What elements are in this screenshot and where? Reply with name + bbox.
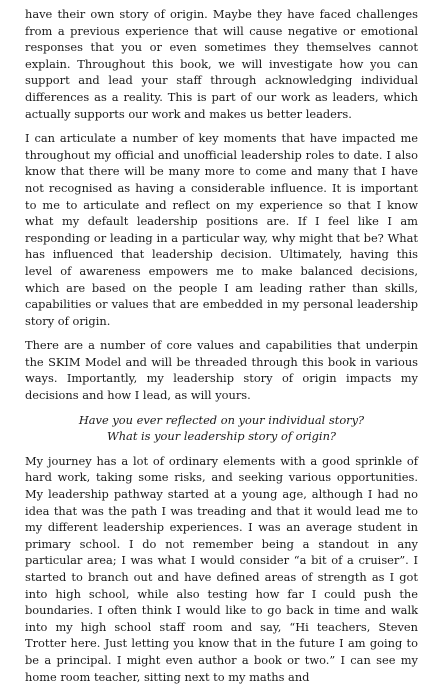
body-paragraph: My journey has a lot of ordinary elements with a good sprinkle of hard work, taking some risks, and seeking various opportunities. My leadership pathway started at a young age, although I had no idea that was the path I was treading and that it would lead me to my different leadership experiences. I was an average student in primary school. I do not remember being a standout in any particular area; I was what I would consider “a bit of a cruiser”. I started to branch out and have defined areas of strength as I got into high school, while also testing how far I could push the boundaries. I often think I would like to go back in time and walk into my high school staff room and say, “Hi teachers, Steven Trotter here. Just letting you know that in the future I am going to be a principal. I might even author a book or two.” I can see my home room teacher, sitting next to my maths and: [25, 453, 418, 684]
reflection-question: What is your leadership story of origin?: [106, 429, 337, 444]
body-paragraph: I can articulate a number of key moments that have impacted me throughout my official and unofficial leadership roles to date. I also know that there will be many more to come and many that I have not recognised as having a considerable influence. It is important to me to articulate and reflect on my experience so that I know what my default leadership positions are. If I feel like I am responding or leading in a particular way, why might that be? What has influenced that leadership decision. Ultimately, having this level of awareness empowers me to make balanced decisions, which are based on the people I am leading rather than skills, capabilities or values that are embedded in my personal leadership story of origin.: [25, 131, 418, 328]
reflection-question: Have you ever reflected on your individual story?: [78, 412, 365, 427]
document-page: [25, 6, 418, 693]
body-paragraph: have their own story of origin. Maybe they have faced challenges from a previous experience that will cause negative or emotional responses that you or even sometimes they themselves cannot explain. Throughout this book, we will investigate how you can support and lead your staff through acknowledging individual differences as a reality. This is part of our work as leaders, which actually supports our work and makes us better leaders.: [25, 7, 418, 121]
reflection-questions: [25, 412, 418, 445]
body-paragraph: There are a number of core values and capabilities that underpin the SKIM Model and will be threaded through this book in various ways. Importantly, my leadership story of origin impacts my decisions and how I lead, as will yours.: [25, 338, 418, 403]
